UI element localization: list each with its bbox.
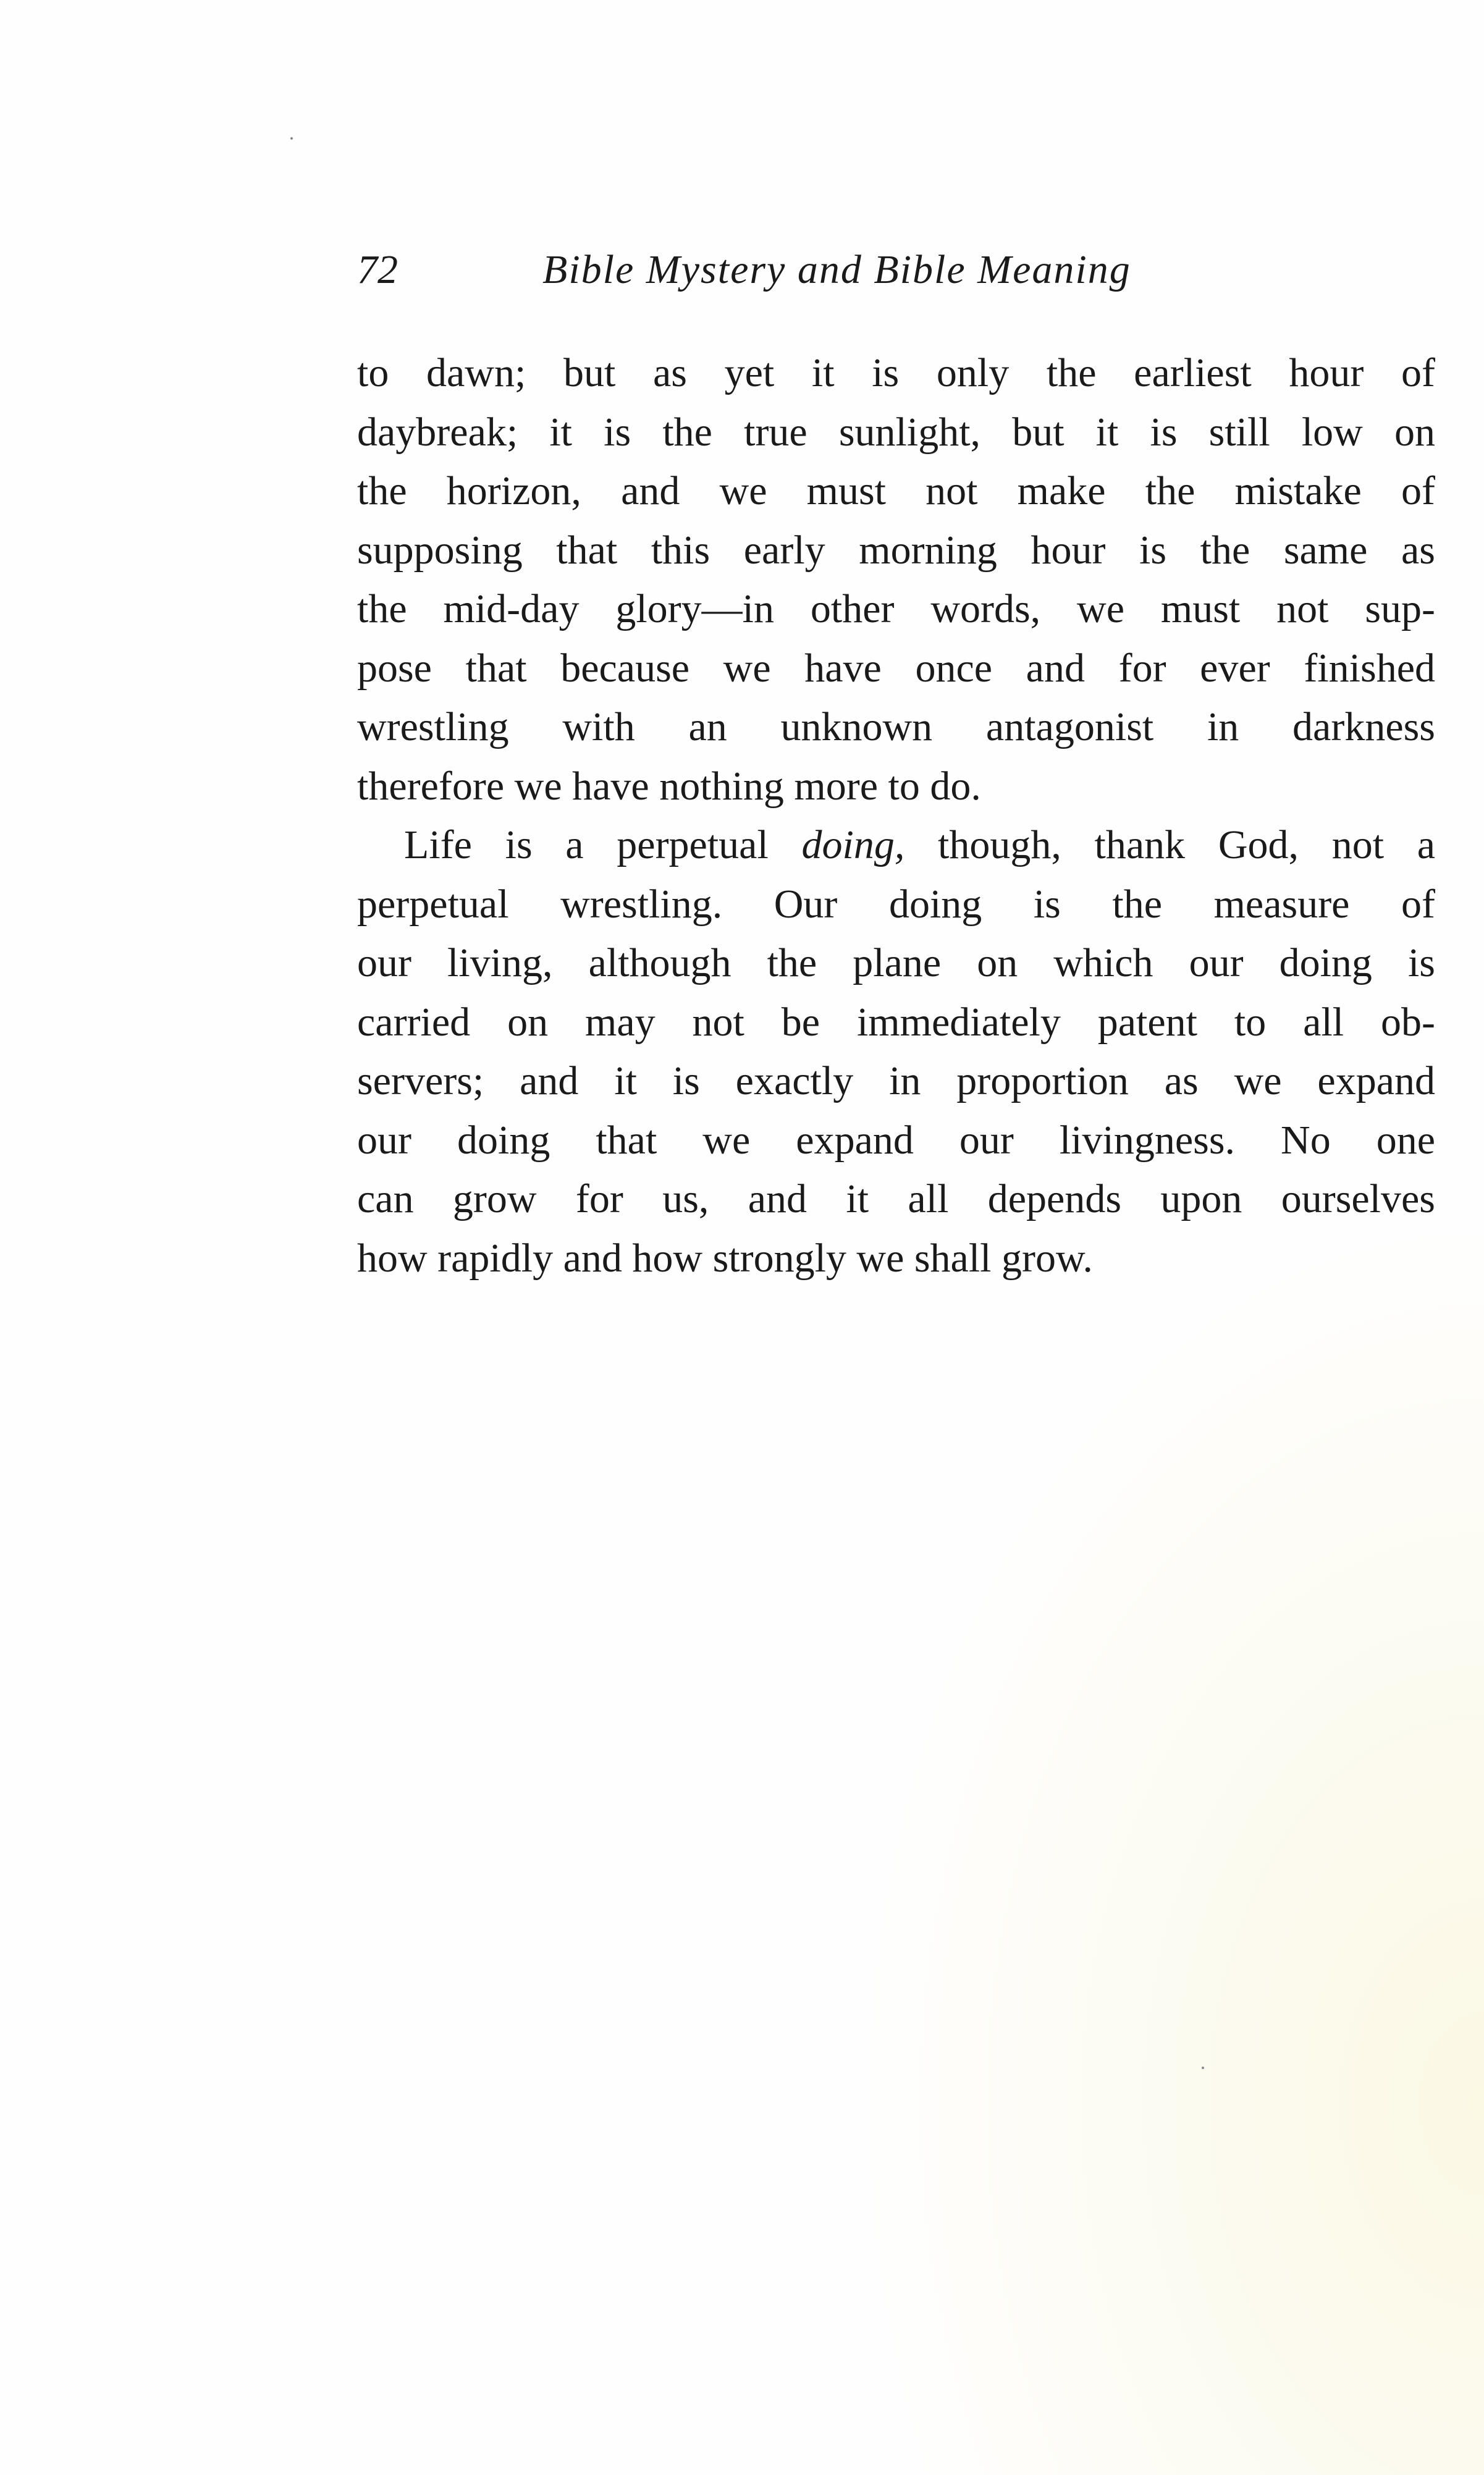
body-text <box>357 344 1435 1288</box>
text-line: to dawn; but as yet it is only the earliest hour of <box>357 350 1435 395</box>
text-line: how rapidly and how strongly we shall grow. <box>357 1235 1093 1281</box>
text-line: the horizon, and we must not make the mistake of <box>357 468 1435 513</box>
text-line: carried on may not be immediately patent to all ob- <box>357 999 1435 1045</box>
text-line <box>357 816 1435 875</box>
paper-speck <box>290 137 293 140</box>
text-run: Life is a perpetual <box>404 822 802 867</box>
text-line: servers; and it is exactly in proportion as we expand <box>357 1058 1435 1103</box>
text-line: our doing that we expand our livingness. No one <box>357 1117 1435 1163</box>
emphasis-text: doing, <box>801 822 905 867</box>
paper-speck <box>1202 2067 1204 2069</box>
text-line: can grow for us, and it all depends upon ourselves <box>357 1176 1435 1221</box>
text-line: wrestling with an unknown antagonist in darkness <box>357 704 1435 749</box>
page-number: 72 <box>357 247 398 292</box>
text-line: daybreak; it is the true sunlight, but it is still low on <box>357 409 1435 455</box>
paragraph <box>357 816 1435 1288</box>
page-header <box>357 242 1444 298</box>
text-run: though, thank God, not a <box>904 822 1435 867</box>
paragraph <box>357 344 1435 816</box>
text-line: the mid-day glory—in other words, we must not sup- <box>357 586 1435 631</box>
text-line: perpetual wrestling. Our doing is the measure of <box>357 881 1435 927</box>
text-line: therefore we have nothing more to do. <box>357 763 981 809</box>
text-line: supposing that this early morning hour is the same as <box>357 527 1435 573</box>
text-line: pose that because we have once and for ever finished <box>357 645 1435 691</box>
text-line: our living, although the plane on which our doing is <box>357 940 1435 985</box>
running-head: Bible Mystery and Bible Meaning <box>542 247 1131 292</box>
